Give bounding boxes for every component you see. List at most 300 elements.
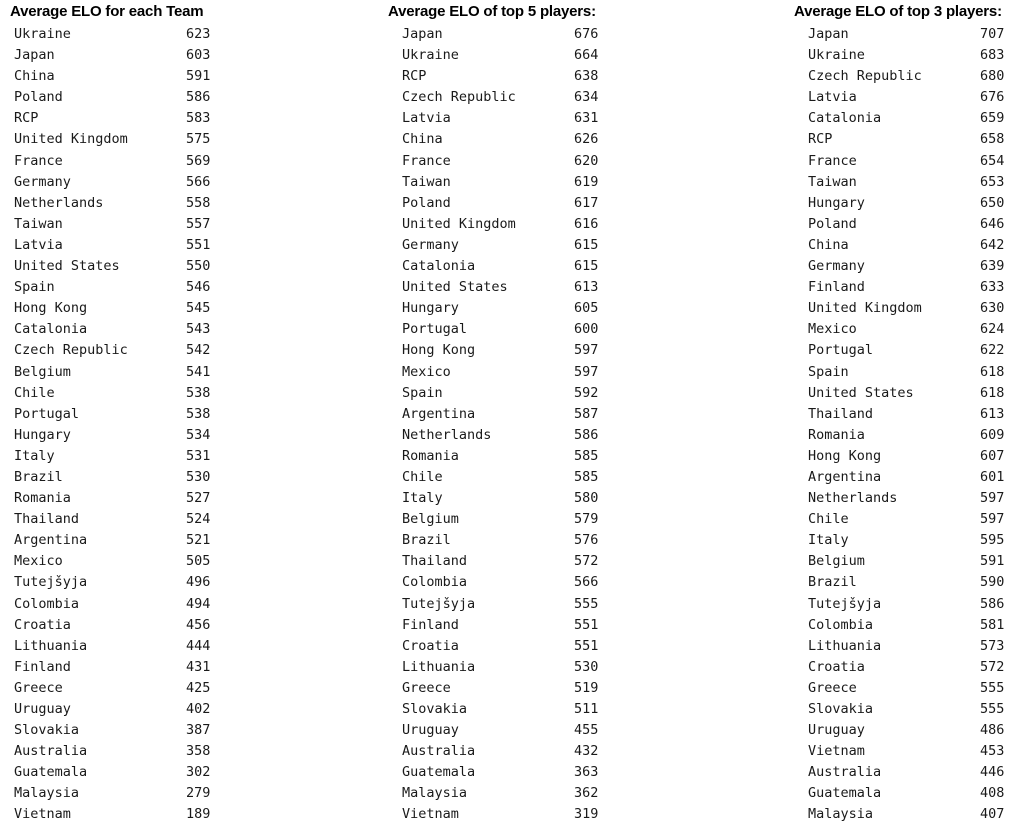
elo-value: 592 — [574, 384, 599, 401]
team-name: Mexico — [808, 321, 857, 338]
elo-value: 620 — [574, 152, 599, 169]
elo-value: 597 — [574, 363, 599, 380]
elo-value: 575 — [186, 131, 211, 148]
table-row — [388, 720, 598, 741]
elo-value: 453 — [980, 743, 1005, 760]
team-name: Chile — [808, 511, 849, 528]
table-row — [794, 151, 1004, 172]
elo-value: 623 — [186, 26, 211, 42]
elo-value: 618 — [980, 384, 1005, 401]
table-row — [388, 235, 598, 256]
team-name: Greece — [14, 679, 63, 696]
elo-value: 425 — [186, 679, 211, 696]
table-row — [794, 467, 1004, 488]
table-row — [10, 45, 210, 66]
elo-value: 446 — [980, 764, 1005, 781]
elo-value: 676 — [574, 26, 599, 42]
team-name: Argentina — [14, 532, 88, 549]
team-name: Tutejšyja — [808, 595, 882, 612]
elo-value: 600 — [574, 321, 599, 338]
elo-value: 511 — [574, 701, 599, 717]
elo-value: 362 — [574, 785, 599, 802]
elo-value: 545 — [186, 300, 211, 317]
elo-value: 279 — [186, 785, 211, 802]
elo-value: 408 — [980, 785, 1005, 802]
elo-value: 619 — [574, 173, 599, 190]
table-row — [388, 87, 598, 108]
table-row — [794, 446, 1004, 467]
table-row — [388, 615, 598, 636]
team-name: Guatemala — [808, 785, 882, 802]
table-row — [794, 340, 1004, 361]
elo-value: 618 — [980, 363, 1005, 380]
team-name: RCP — [14, 110, 39, 127]
elo-value: 573 — [980, 637, 1005, 654]
team-name: Latvia — [14, 236, 63, 253]
table-row — [10, 783, 210, 804]
elo-value: 542 — [186, 342, 211, 359]
team-name: United States — [402, 279, 508, 296]
team-name: Brazil — [808, 574, 857, 591]
elo-value: 555 — [574, 595, 599, 612]
elo-value: 587 — [574, 405, 599, 422]
team-name: France — [808, 152, 857, 169]
table-row — [10, 24, 210, 45]
team-name: Greece — [808, 679, 857, 696]
table-row — [10, 636, 210, 657]
table-average-elo-team — [10, 0, 210, 826]
table-row — [388, 467, 598, 488]
elo-value: 605 — [574, 300, 599, 317]
table-rows — [388, 24, 598, 826]
table-row — [10, 108, 210, 129]
team-name: Italy — [808, 532, 849, 549]
team-name: RCP — [402, 68, 427, 85]
table-row — [794, 235, 1004, 256]
table-row — [10, 151, 210, 172]
table-row — [388, 509, 598, 530]
table-row — [388, 804, 598, 825]
table-row — [794, 804, 1004, 825]
table-row — [10, 404, 210, 425]
elo-value: 551 — [574, 637, 599, 654]
team-name: Spain — [402, 384, 443, 401]
elo-value: 597 — [574, 342, 599, 359]
team-name: Lithuania — [14, 637, 88, 654]
team-name: Poland — [808, 215, 857, 232]
elo-value: 555 — [980, 701, 1005, 717]
elo-value: 664 — [574, 47, 599, 64]
team-name: Thailand — [402, 553, 468, 570]
team-name: Mexico — [402, 363, 451, 380]
elo-value: 579 — [574, 511, 599, 528]
elo-value: 683 — [980, 47, 1005, 64]
table-row — [388, 298, 598, 319]
elo-value: 586 — [574, 426, 599, 443]
table-row — [794, 762, 1004, 783]
elo-value: 572 — [980, 658, 1005, 675]
table-row — [794, 530, 1004, 551]
elo-value: 603 — [186, 47, 211, 64]
table-row — [388, 636, 598, 657]
team-name: Germany — [808, 258, 865, 275]
elo-value: 455 — [574, 722, 599, 739]
team-name: Japan — [14, 47, 55, 64]
elo-value: 626 — [574, 131, 599, 148]
elo-value: 189 — [186, 806, 211, 823]
elo-value: 585 — [574, 447, 599, 464]
elo-value: 642 — [980, 236, 1005, 253]
team-name: Croatia — [808, 658, 865, 675]
table-row — [388, 741, 598, 762]
team-name: Czech Republic — [808, 68, 922, 85]
table-row — [794, 425, 1004, 446]
elo-value: 456 — [186, 616, 211, 633]
table-row — [388, 214, 598, 235]
team-name: Brazil — [402, 532, 451, 549]
table-row — [794, 193, 1004, 214]
table-row — [794, 108, 1004, 129]
table-row — [10, 572, 210, 593]
table-row — [794, 404, 1004, 425]
elo-value: 319 — [574, 806, 599, 823]
team-name: Chile — [402, 468, 443, 485]
team-name: Hong Kong — [402, 342, 476, 359]
table-row — [10, 129, 210, 150]
team-name: Lithuania — [402, 658, 476, 675]
table-row — [388, 319, 598, 340]
table-average-elo-top5 — [388, 0, 598, 826]
team-name: Vietnam — [808, 743, 865, 760]
table-row — [388, 277, 598, 298]
team-name: Portugal — [14, 405, 80, 422]
elo-value: 432 — [574, 743, 599, 760]
team-name: Tutejšyja — [14, 574, 88, 591]
team-name: Hungary — [14, 426, 71, 443]
elo-value: 551 — [186, 236, 211, 253]
team-name: Colombia — [14, 595, 80, 612]
elo-value: 363 — [574, 764, 599, 781]
table-row — [794, 129, 1004, 150]
elo-value: 707 — [980, 26, 1005, 42]
team-name: United States — [14, 258, 120, 275]
elo-value: 583 — [186, 110, 211, 127]
elo-value: 519 — [574, 679, 599, 696]
team-name: Catalonia — [14, 321, 88, 338]
elo-value: 581 — [980, 616, 1005, 633]
team-name: Taiwan — [808, 173, 857, 190]
table-row — [388, 45, 598, 66]
table-row — [794, 594, 1004, 615]
team-name: Vietnam — [402, 806, 459, 823]
team-name: RCP — [808, 131, 833, 148]
table-row — [794, 615, 1004, 636]
team-name: Slovakia — [14, 722, 80, 739]
elo-value: 538 — [186, 405, 211, 422]
table-row — [388, 657, 598, 678]
team-name: Germany — [402, 236, 459, 253]
team-name: Romania — [808, 426, 865, 443]
elo-value: 387 — [186, 722, 211, 739]
elo-value: 576 — [574, 532, 599, 549]
team-name: Malaysia — [808, 806, 874, 823]
elo-value: 624 — [980, 321, 1005, 338]
team-name: Spain — [14, 279, 55, 296]
elo-value: 613 — [574, 279, 599, 296]
table-row — [794, 319, 1004, 340]
table-row — [10, 720, 210, 741]
team-name: Hong Kong — [808, 447, 882, 464]
table-rows — [10, 24, 210, 826]
table-row — [10, 256, 210, 277]
elo-value: 590 — [980, 574, 1005, 591]
table-row — [388, 551, 598, 572]
table-row — [794, 720, 1004, 741]
table-row — [10, 551, 210, 572]
team-name: Lithuania — [808, 637, 882, 654]
table-row — [10, 678, 210, 699]
table-row — [10, 383, 210, 404]
team-name: China — [808, 236, 849, 253]
elo-value: 607 — [980, 447, 1005, 464]
team-name: Poland — [14, 89, 63, 106]
team-name: Netherlands — [14, 194, 104, 211]
table-row — [794, 172, 1004, 193]
table-row — [10, 804, 210, 825]
elo-value: 634 — [574, 89, 599, 106]
elo-value: 615 — [574, 258, 599, 275]
team-name: Australia — [402, 743, 476, 760]
table-row — [794, 256, 1004, 277]
team-name: Belgium — [808, 553, 865, 570]
elo-value: 653 — [980, 173, 1005, 190]
team-name: Guatemala — [14, 764, 88, 781]
elo-value: 622 — [980, 342, 1005, 359]
table-row — [388, 425, 598, 446]
team-name: France — [14, 152, 63, 169]
table-row — [794, 636, 1004, 657]
team-name: Latvia — [808, 89, 857, 106]
elo-value: 524 — [186, 511, 211, 528]
team-name: Portugal — [808, 342, 874, 359]
team-name: Uruguay — [808, 722, 865, 739]
team-name: Czech Republic — [14, 342, 128, 359]
team-name: Greece — [402, 679, 451, 696]
elo-value: 591 — [186, 68, 211, 85]
team-name: Germany — [14, 173, 71, 190]
table-row — [794, 66, 1004, 87]
table-row — [794, 362, 1004, 383]
team-name: Colombia — [808, 616, 874, 633]
team-name: Chile — [14, 384, 55, 401]
team-name: Finland — [402, 616, 459, 633]
table-average-elo-top3 — [794, 0, 1004, 826]
team-name: Slovakia — [402, 701, 468, 717]
elo-value: 538 — [186, 384, 211, 401]
table-row — [388, 572, 598, 593]
team-name: Taiwan — [14, 215, 63, 232]
elo-value: 555 — [980, 679, 1005, 696]
team-name: Finland — [808, 279, 865, 296]
elo-value: 615 — [574, 236, 599, 253]
table-row — [10, 193, 210, 214]
elo-value: 531 — [186, 447, 211, 464]
elo-value: 543 — [186, 321, 211, 338]
elo-value: 609 — [980, 426, 1005, 443]
team-name: United States — [808, 384, 914, 401]
table-row — [794, 87, 1004, 108]
team-name: China — [402, 131, 443, 148]
elo-value: 597 — [980, 490, 1005, 507]
elo-value: 566 — [574, 574, 599, 591]
table-row — [794, 45, 1004, 66]
table-row — [10, 425, 210, 446]
team-name: China — [14, 68, 55, 85]
team-name: Japan — [402, 26, 443, 42]
elo-value: 494 — [186, 595, 211, 612]
team-name: Slovakia — [808, 701, 874, 717]
team-name: Ukraine — [14, 26, 71, 42]
elo-value: 521 — [186, 532, 211, 549]
elo-value: 639 — [980, 258, 1005, 275]
elo-value: 541 — [186, 363, 211, 380]
table-row — [794, 678, 1004, 699]
elo-value: 569 — [186, 152, 211, 169]
team-name: Japan — [808, 26, 849, 42]
elo-value: 505 — [186, 553, 211, 570]
elo-value: 534 — [186, 426, 211, 443]
team-name: Portugal — [402, 321, 468, 338]
table-row — [388, 594, 598, 615]
team-name: Romania — [402, 447, 459, 464]
team-name: Hong Kong — [14, 300, 88, 317]
elo-value: 566 — [186, 173, 211, 190]
team-name: Catalonia — [402, 258, 476, 275]
elo-value: 550 — [186, 258, 211, 275]
table-title: Average ELO of top 3 players: — [794, 3, 1002, 20]
table-row — [388, 66, 598, 87]
table-row — [388, 151, 598, 172]
team-name: Thailand — [808, 405, 874, 422]
elo-value: 431 — [186, 658, 211, 675]
elo-value: 630 — [980, 300, 1005, 317]
table-row — [794, 741, 1004, 762]
table-title: Average ELO for each Team — [10, 3, 204, 20]
elo-value: 616 — [574, 215, 599, 232]
team-name: United Kingdom — [402, 215, 516, 232]
team-name: Brazil — [14, 468, 63, 485]
elo-value: 496 — [186, 574, 211, 591]
team-name: Vietnam — [14, 806, 71, 823]
team-name: Latvia — [402, 110, 451, 127]
elo-value: 572 — [574, 553, 599, 570]
team-name: Uruguay — [14, 701, 71, 717]
elo-value: 358 — [186, 743, 211, 760]
table-row — [388, 404, 598, 425]
table-rows — [794, 24, 1004, 826]
team-name: Ukraine — [402, 47, 459, 64]
table-row — [794, 298, 1004, 319]
team-name: Catalonia — [808, 110, 882, 127]
team-name: Australia — [14, 743, 88, 760]
table-row — [10, 594, 210, 615]
elo-value: 586 — [186, 89, 211, 106]
table-row — [388, 783, 598, 804]
table-row — [794, 699, 1004, 720]
elo-value: 617 — [574, 194, 599, 211]
team-name: Malaysia — [14, 785, 80, 802]
table-row — [10, 87, 210, 108]
elo-value: 444 — [186, 637, 211, 654]
table-row — [10, 762, 210, 783]
table-row — [794, 572, 1004, 593]
elo-value: 302 — [186, 764, 211, 781]
table-row — [10, 657, 210, 678]
table-row — [10, 615, 210, 636]
table-row — [10, 66, 210, 87]
elo-value: 530 — [574, 658, 599, 675]
team-name: Taiwan — [402, 173, 451, 190]
table-row — [388, 129, 598, 150]
table-row — [10, 298, 210, 319]
table-row — [10, 530, 210, 551]
elo-value: 580 — [574, 490, 599, 507]
elo-value: 680 — [980, 68, 1005, 85]
team-name: Czech Republic — [402, 89, 516, 106]
elo-value: 558 — [186, 194, 211, 211]
table-row — [794, 383, 1004, 404]
team-name: Croatia — [402, 637, 459, 654]
team-name: France — [402, 152, 451, 169]
table-row — [388, 446, 598, 467]
table-row — [388, 383, 598, 404]
team-name: United Kingdom — [14, 131, 128, 148]
team-name: Argentina — [402, 405, 476, 422]
table-row — [10, 741, 210, 762]
team-name: Malaysia — [402, 785, 468, 802]
team-name: Croatia — [14, 616, 71, 633]
elo-value: 407 — [980, 806, 1005, 823]
table-row — [388, 699, 598, 720]
elo-value: 646 — [980, 215, 1005, 232]
team-name: Hungary — [402, 300, 459, 317]
team-name: Thailand — [14, 511, 80, 528]
table-row — [388, 108, 598, 129]
team-name: Tutejšyja — [402, 595, 476, 612]
table-row — [388, 678, 598, 699]
elo-value: 486 — [980, 722, 1005, 739]
table-row — [388, 530, 598, 551]
table-row — [10, 214, 210, 235]
table-row — [794, 277, 1004, 298]
team-name: Hungary — [808, 194, 865, 211]
elo-value: 613 — [980, 405, 1005, 422]
table-row — [10, 446, 210, 467]
table-row — [10, 172, 210, 193]
table-row — [388, 172, 598, 193]
team-name: Argentina — [808, 468, 882, 485]
elo-value: 654 — [980, 152, 1005, 169]
table-row — [388, 256, 598, 277]
team-name: Netherlands — [808, 490, 898, 507]
table-row — [10, 509, 210, 530]
elo-value: 586 — [980, 595, 1005, 612]
elo-value: 601 — [980, 468, 1005, 485]
elo-value: 557 — [186, 215, 211, 232]
table-row — [388, 362, 598, 383]
table-row — [10, 235, 210, 256]
team-name: Spain — [808, 363, 849, 380]
